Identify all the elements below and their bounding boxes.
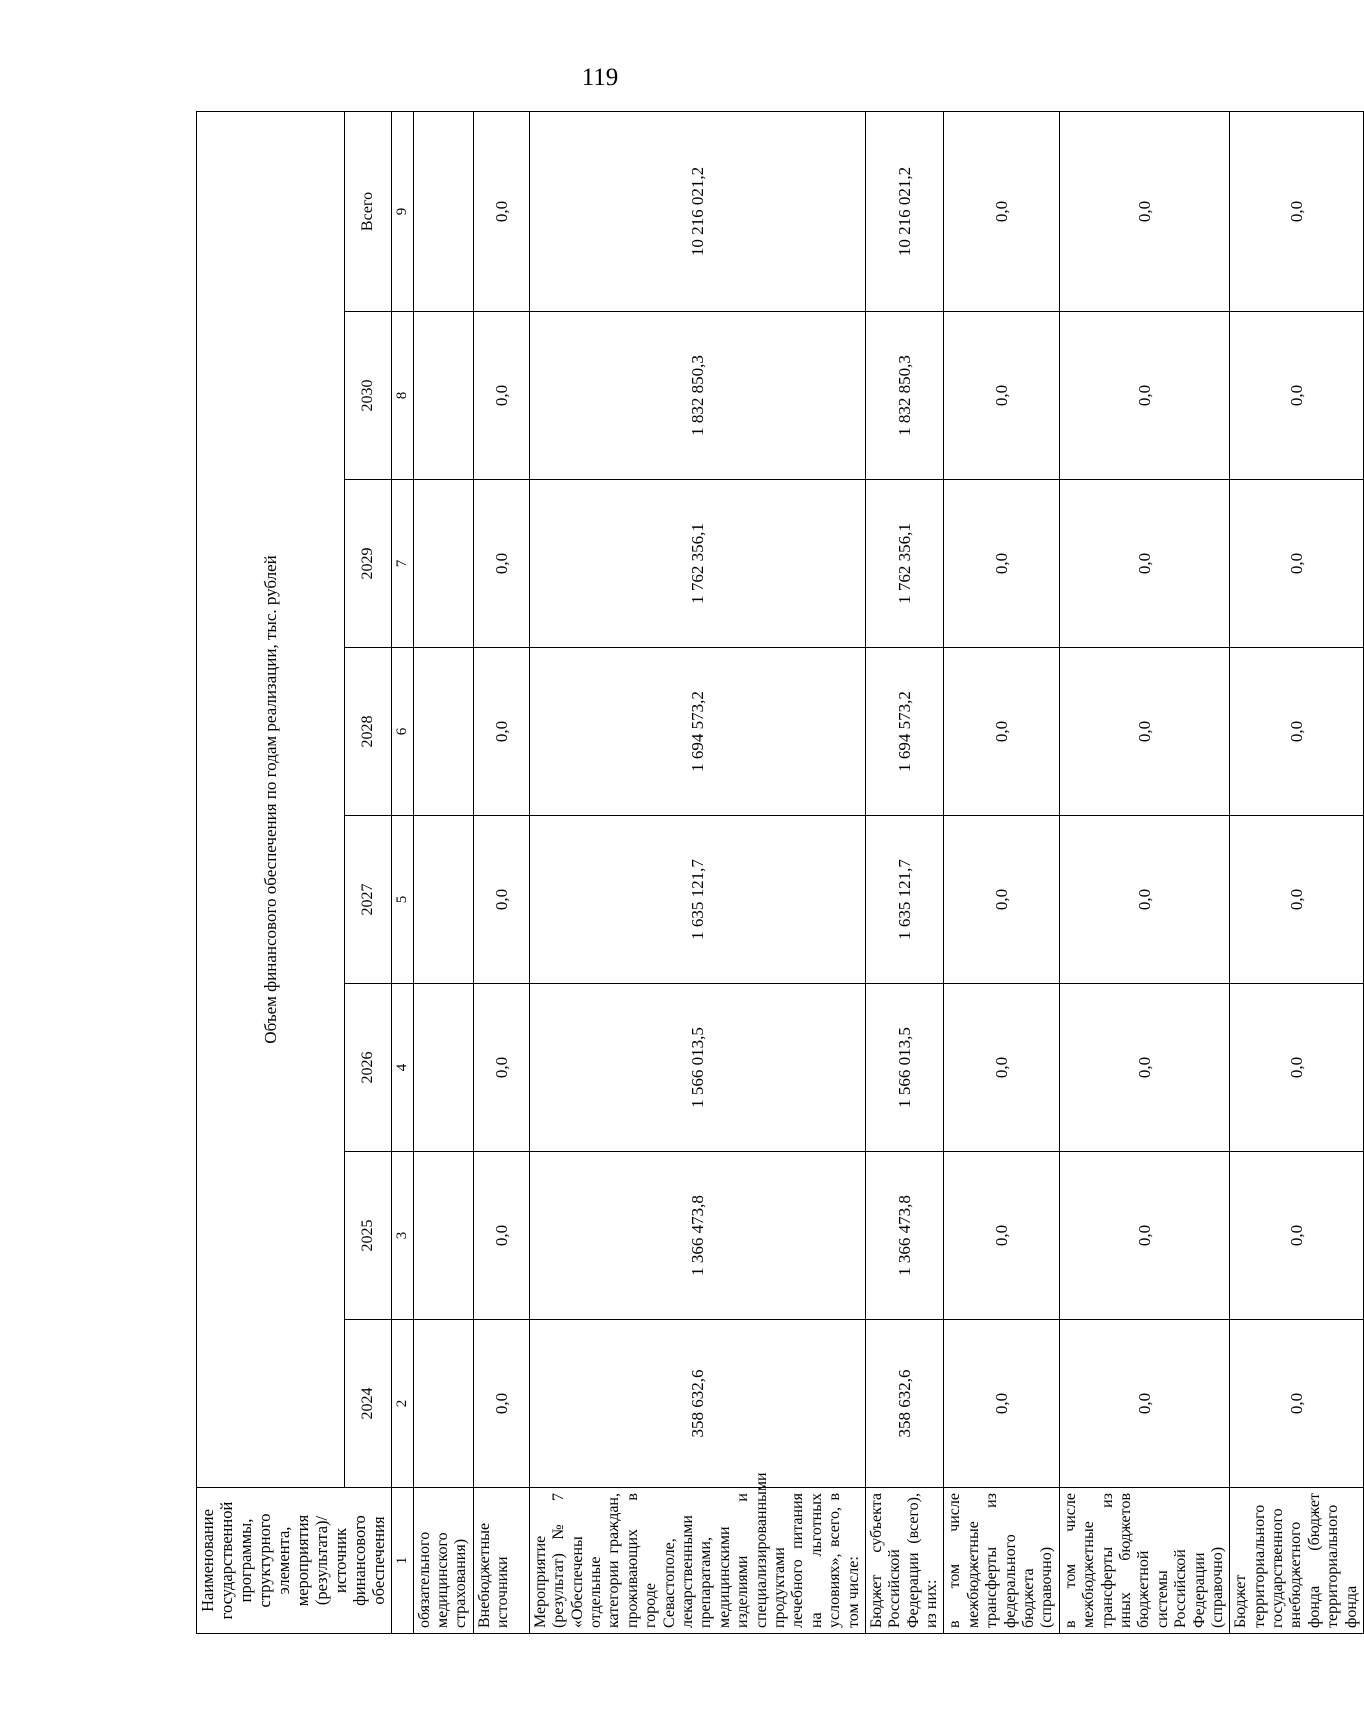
header-row-column-numbers [391, 111, 413, 1633]
row-name: Бюджет субъекта Российской Федерации (всего), из них: [865, 1488, 944, 1634]
row-value: 1 694 573,2 [865, 648, 944, 816]
row-value: 1 635 121,7 [865, 816, 944, 984]
table-row [865, 111, 944, 1633]
table-row [473, 111, 529, 1633]
row-value: 1 832 850,3 [529, 312, 865, 480]
column-number: 3 [391, 1152, 413, 1320]
table-row [413, 111, 473, 1633]
row-value: 0,0 [1230, 111, 1364, 311]
row-value: 0,0 [1059, 480, 1230, 648]
row-value: 1 366 473,8 [529, 1152, 865, 1320]
column-number: 4 [391, 984, 413, 1152]
row-value: 0,0 [473, 816, 529, 984]
column-number: 1 [391, 1488, 413, 1634]
column-number: 7 [391, 480, 413, 648]
header-year: Всего [344, 111, 391, 311]
row-name: в том числе межбюджетные трансферты из федерального бюджета (справочно) [944, 1488, 1059, 1634]
row-value [413, 648, 473, 816]
header-year: 2030 [344, 312, 391, 480]
row-value [413, 984, 473, 1152]
rotated-table-container [196, 112, 1360, 1634]
row-value [413, 312, 473, 480]
row-value [413, 816, 473, 984]
row-value [413, 1152, 473, 1320]
row-value: 0,0 [473, 984, 529, 1152]
table-row [944, 111, 1059, 1633]
row-value: 0,0 [1059, 816, 1230, 984]
row-value: 1 694 573,2 [529, 648, 865, 816]
row-value: 0,0 [1059, 648, 1230, 816]
header-year: 2026 [344, 984, 391, 1152]
row-value [413, 111, 473, 311]
row-value: 1 832 850,3 [865, 312, 944, 480]
row-value: 1 762 356,1 [529, 480, 865, 648]
header-row-title [197, 111, 345, 1633]
header-name-column: Наименование государственной программы, структурного элемента, мероприятия (результата)/источник финансового обеспечения [197, 1488, 392, 1634]
row-name: Бюджет территориального государственного внебюджетного фонда (бюджет территориального фонда [1230, 1488, 1364, 1634]
row-value: 10 216 021,2 [529, 111, 865, 311]
row-value [413, 1320, 473, 1488]
row-value: 358 632,6 [529, 1320, 865, 1488]
row-value: 0,0 [473, 648, 529, 816]
row-value: 0,0 [1059, 984, 1230, 1152]
header-year: 2028 [344, 648, 391, 816]
table-row [529, 111, 865, 1633]
column-number: 6 [391, 648, 413, 816]
row-value: 0,0 [944, 312, 1059, 480]
row-value: 0,0 [1059, 1152, 1230, 1320]
column-number: 5 [391, 816, 413, 984]
row-value: 0,0 [1230, 984, 1364, 1152]
row-value: 358 632,6 [865, 1320, 944, 1488]
row-value: 0,0 [1230, 1152, 1364, 1320]
row-value: 1 762 356,1 [865, 480, 944, 648]
financing-table [196, 111, 1364, 1634]
column-number: 9 [391, 111, 413, 311]
table-row [1059, 111, 1230, 1633]
row-value: 0,0 [473, 111, 529, 311]
row-name: обязательного медицинского страхования) [413, 1488, 473, 1634]
page-number: 119 [581, 64, 619, 91]
row-value: 0,0 [944, 816, 1059, 984]
row-value: 0,0 [473, 1320, 529, 1488]
row-value: 0,0 [1230, 312, 1364, 480]
header-year: 2024 [344, 1320, 391, 1488]
row-value: 0,0 [1230, 480, 1364, 648]
column-number: 2 [391, 1320, 413, 1488]
row-value: 1 566 013,5 [529, 984, 865, 1152]
row-value: 0,0 [944, 1320, 1059, 1488]
row-value: 0,0 [944, 1152, 1059, 1320]
row-value: 0,0 [473, 312, 529, 480]
row-value: 1 366 473,8 [865, 1152, 944, 1320]
row-value: 0,0 [1059, 1320, 1230, 1488]
row-value: 0,0 [1230, 816, 1364, 984]
row-name: в том числе межбюджетные трансферты из иных бюджетов бюджетной системы Российской Федерации (справочно) [1059, 1488, 1230, 1634]
row-value: 0,0 [1059, 111, 1230, 311]
header-year: 2029 [344, 480, 391, 648]
row-value [413, 480, 473, 648]
row-value: 10 216 021,2 [865, 111, 944, 311]
row-value: 1 635 121,7 [529, 816, 865, 984]
row-name: Внебюджетные источники [473, 1488, 529, 1634]
row-name: Мероприятие (результат) № 7 «Обеспечены отдельные категории граждан, проживающих в городе Севастополе, лекарственными препаратами, медицинскими изделиями и специализированными продуктами лечебного питания на льготных условиях», всего, в том числе: [529, 1488, 865, 1634]
header-volume-title: Объем финансового обеспечения по годам реализации, тыс. рублей [197, 111, 345, 1487]
row-value: 0,0 [944, 480, 1059, 648]
header-year: 2027 [344, 816, 391, 984]
header-year: 2025 [344, 1152, 391, 1320]
row-value: 0,0 [1230, 648, 1364, 816]
table-row [1230, 111, 1364, 1633]
row-value: 0,0 [473, 1152, 529, 1320]
row-value: 0,0 [944, 984, 1059, 1152]
header-row-years [344, 111, 391, 1633]
row-value: 0,0 [1230, 1320, 1364, 1488]
row-value: 0,0 [473, 480, 529, 648]
column-number: 8 [391, 312, 413, 480]
row-value: 0,0 [1059, 312, 1230, 480]
row-value: 0,0 [944, 111, 1059, 311]
row-value: 0,0 [944, 648, 1059, 816]
row-value: 1 566 013,5 [865, 984, 944, 1152]
